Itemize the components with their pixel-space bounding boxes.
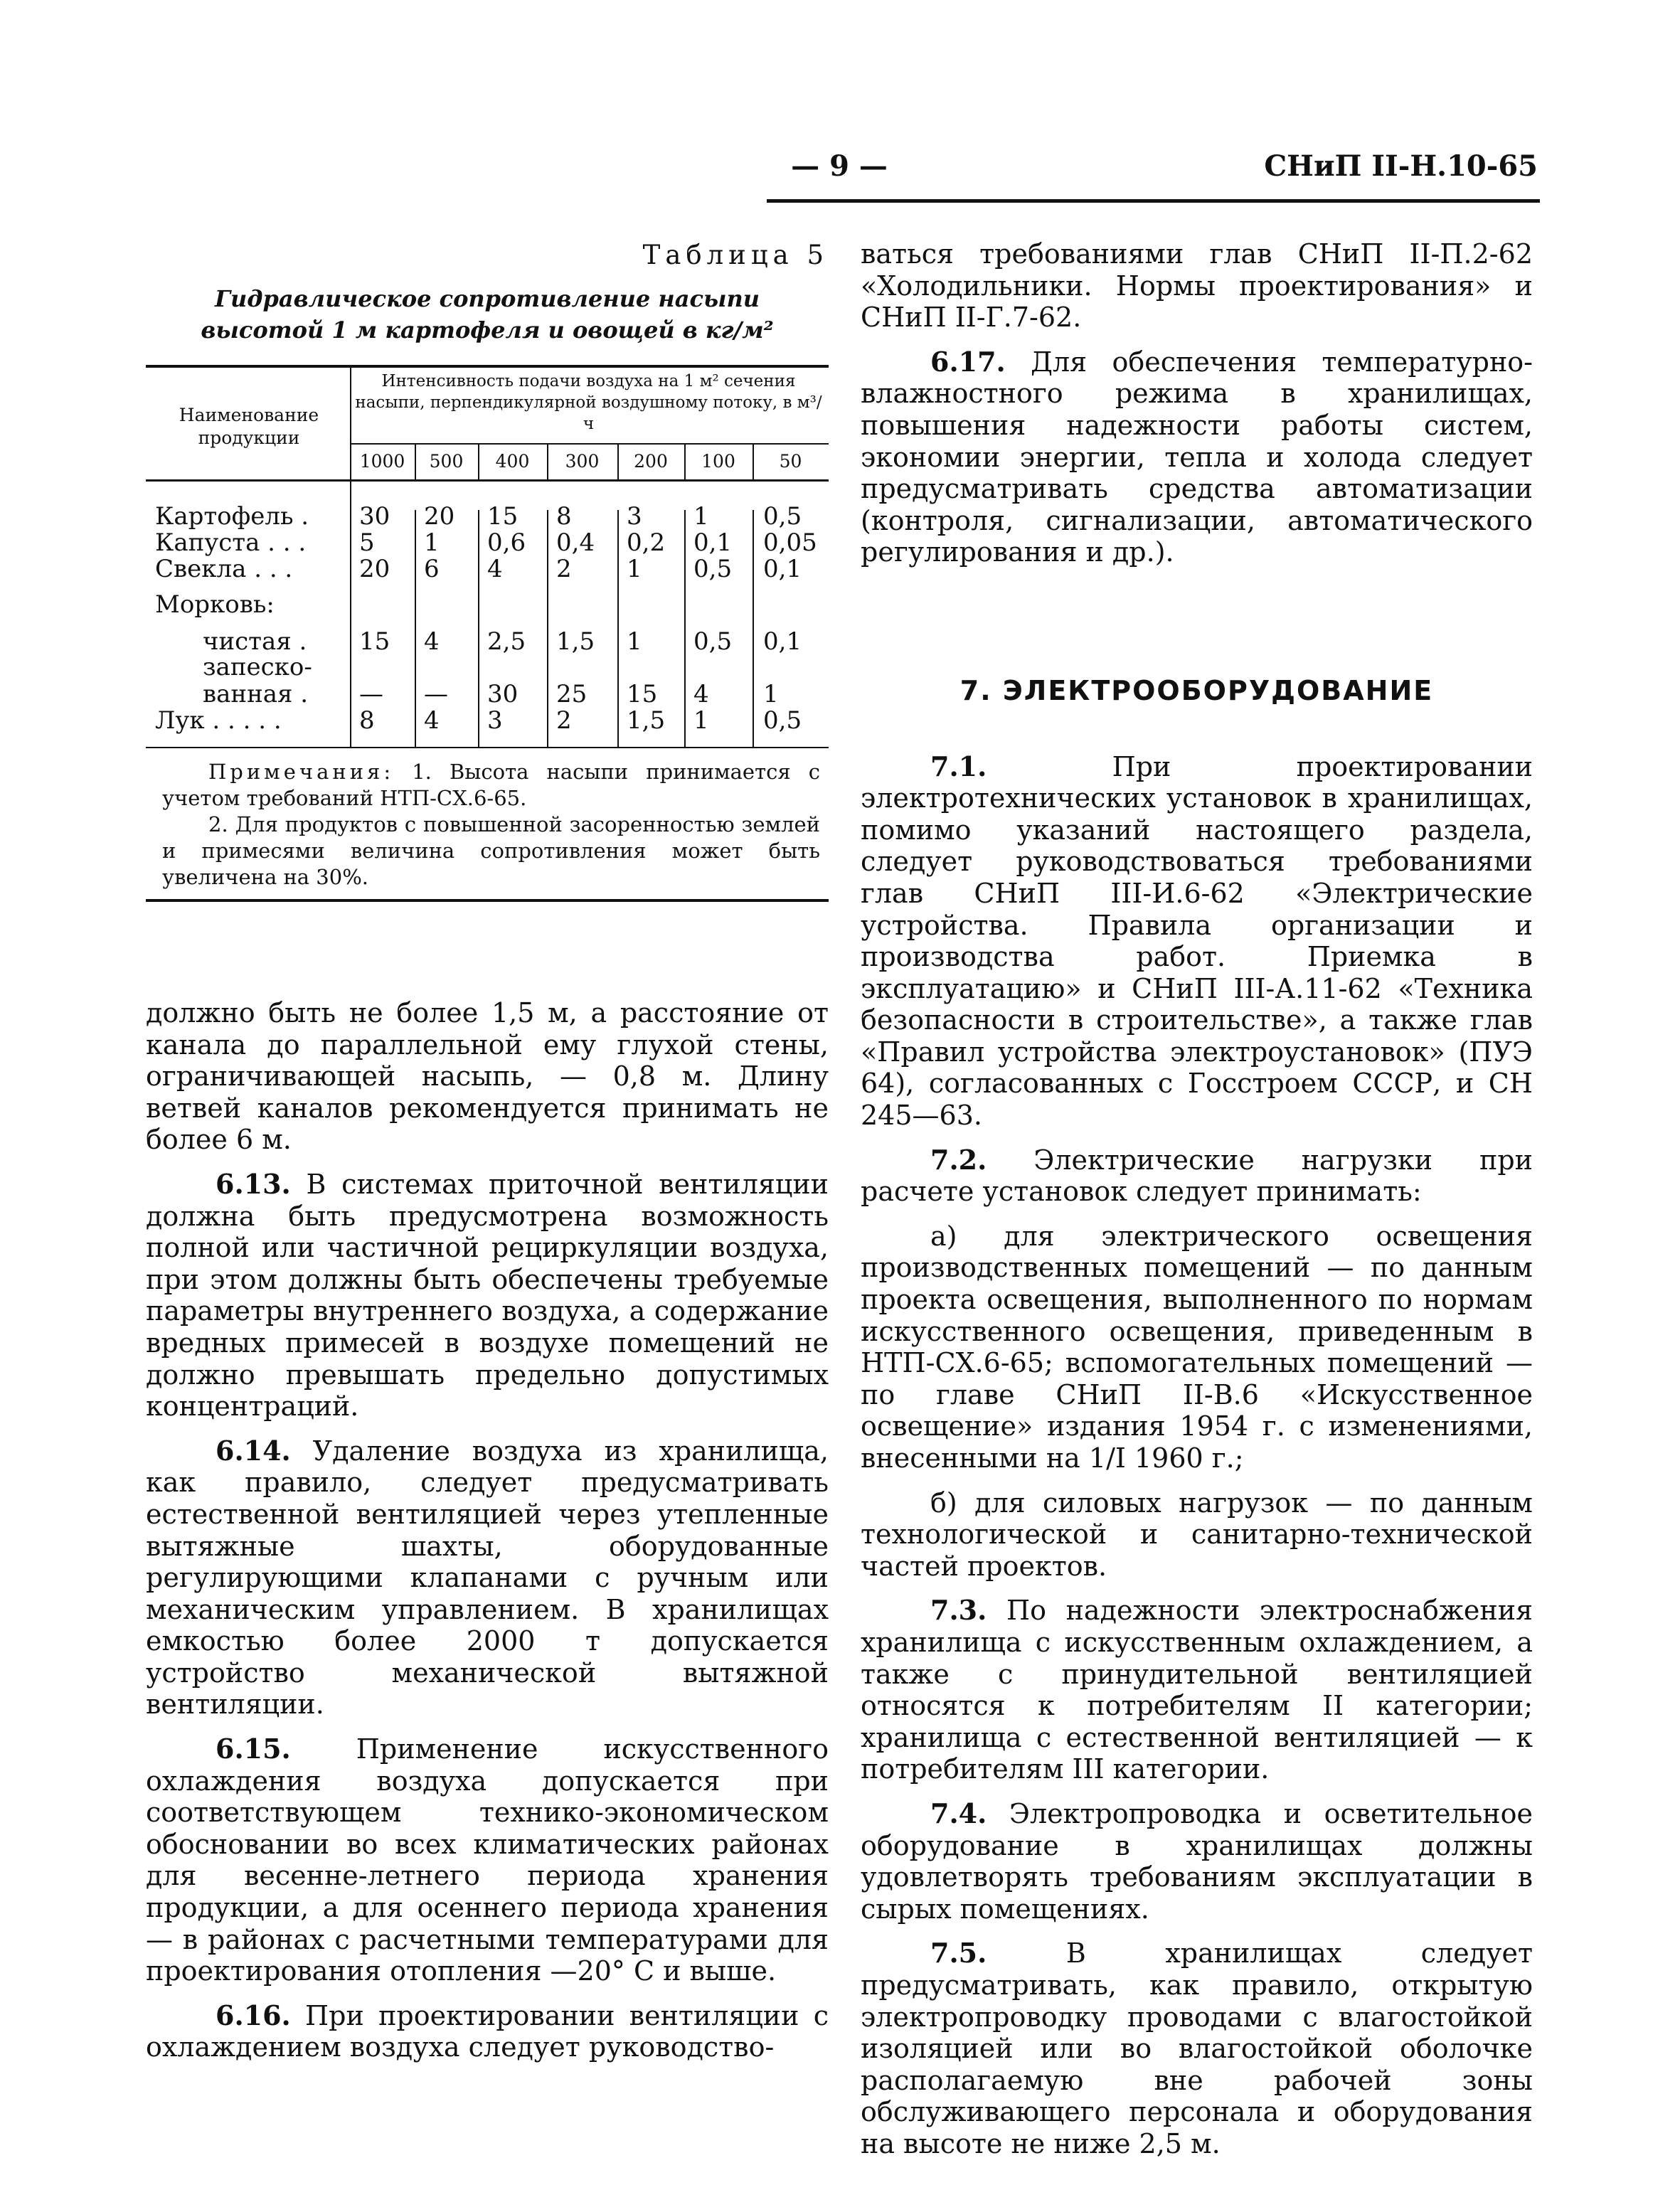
paragraph-7-1 — [861, 751, 1533, 1132]
table-notes — [162, 759, 820, 891]
clause-text: Применение искусственного охлаждения воздуха допускается при соответствующем технико-экономическом обосновании во всех климатических районах для весенне-летнего периода хранения продукции, а для осеннего периода хранения — в районах с расчетными температурами для проектирования отопления —20° С и выше. — [146, 1733, 829, 1987]
paragraph-7-3 — [861, 1595, 1533, 1785]
table-cell: 5 — [359, 528, 375, 557]
clause-number: 7.2. — [930, 1143, 987, 1176]
notes-heading: Примечания: — [208, 760, 395, 784]
page-number: — 9 — — [791, 149, 888, 183]
paragraph-6-17 — [861, 346, 1533, 568]
table-cell: 1 — [627, 627, 642, 656]
table-cell: 8 — [556, 502, 572, 531]
table-cell: 0,6 — [487, 528, 526, 557]
table-vline-d5 — [684, 510, 686, 747]
table-cell: 0,4 — [556, 528, 595, 557]
table-vline-d3 — [547, 510, 548, 747]
table-vline-d1 — [415, 510, 416, 747]
table-cell: 1 — [763, 680, 779, 708]
table-cell: 0,1 — [693, 528, 733, 557]
table-cell: 0,5 — [763, 502, 802, 531]
table-cell: 15 — [627, 680, 658, 708]
table-vline-d4 — [617, 510, 619, 747]
table-col-header: 400 — [495, 451, 530, 472]
clause-text: Электрические нагрузки при расчете установок следует принимать: — [861, 1144, 1533, 1208]
table-cell: 1,5 — [627, 706, 666, 735]
clause-number: 6.17. — [930, 345, 1006, 378]
table-cell: 6 — [424, 555, 440, 583]
table-row-label: чистая . — [203, 627, 307, 656]
table-col-header: 300 — [565, 451, 600, 472]
right-column — [861, 238, 1533, 2159]
paragraph-continued: должно быть не более 1,5 м, а расстояние от канала до параллельной ему глухой стены, ограничивающей насыпь, — 0,8 м. Длину ветвей каналов рекомендуется принимать не более 6 м. — [146, 997, 829, 1156]
table-col-header: 1000 — [359, 451, 405, 472]
table-cell: 2 — [556, 706, 572, 735]
paragraph-6-16 — [146, 2000, 829, 2063]
table-cell: 4 — [424, 706, 440, 735]
table-row-label: ванная . — [203, 680, 309, 708]
table-col-header: 200 — [634, 451, 668, 472]
table-cell: 0,5 — [763, 706, 802, 735]
clause-number: 7.1. — [930, 750, 987, 782]
table-header-name: Наименование продукции — [179, 405, 319, 448]
table-cell: 25 — [556, 680, 588, 708]
clause-number: 6.14. — [216, 1434, 291, 1467]
table-header-intensity: Интенсивность подачи воздуха на 1 м² сечения насыпи, перпендикулярной воздушному потоку, в м³/ч — [355, 372, 822, 433]
clause-number: 6.13. — [216, 1167, 291, 1200]
table-row-label: Лук . . . . . — [155, 706, 282, 735]
table-cell: 20 — [424, 502, 455, 531]
clause-text: В хранилищах следует предусматривать, как правило, открытую электропроводку проводами с влагостойкой изоляцией или во влагостойкой оболочке располагаемую вне рабочей зоны обслуживающего персонала и оборудования на высоте не ниже 2,5 м. — [861, 1937, 1533, 2159]
clause-text: При проектировании вентиляции с охлаждением воздуха следует руководство- — [146, 1999, 829, 2063]
clause-text: Удаление воздуха из хранилища, как правило, следует предусматривать естественной вентиляцией через утепленные вытяжные шахты, оборудованные регулирующими клапанами с ручным или механическим управлением. В хранилищах емкостью более 2000 т допускается устройство механической вытяжной вентиляции. — [146, 1435, 829, 1721]
table-cell: 15 — [487, 502, 519, 531]
table-title-line-2: высотой 1 м картофеля и овощей в кг/м² — [201, 317, 774, 344]
clause-number: 7.3. — [930, 1594, 987, 1627]
paragraph-7-2 — [861, 1144, 1533, 1208]
table-col-header: 500 — [429, 451, 464, 472]
table-cell: 3 — [487, 706, 503, 735]
table-cell: 2,5 — [487, 627, 526, 656]
table-col-header: 50 — [779, 451, 802, 472]
table-cell: 20 — [359, 555, 390, 583]
table-cell: 4 — [424, 627, 440, 656]
paragraph-7-2-b: б) для силовых нагрузок — по данным технологической и санитарно-технической частей проектов. — [861, 1487, 1533, 1582]
table-title — [146, 283, 829, 346]
table-cell: 0,5 — [693, 627, 733, 656]
table-vline-d2 — [478, 510, 479, 747]
table-cell: 30 — [487, 680, 519, 708]
table-row-label: Капуста . . . — [155, 528, 307, 557]
paragraph-6-14 — [146, 1435, 829, 1721]
clause-text: При проектировании электротехнических установок в хранилищах, помимо указаний настоящего раздела, следует руководствоваться требованиями глав СНиП III-И.6-62 «Электрические устройства. Правила организации и производства работ. Приемка в эксплуатацию» и СНиП III-А.11-62 «Техника безопасности в строительстве», а также глав «Правил устройства электроустановок» (ПУЭ 64), согласованных с Госстроем СССР, и СН 245—63. — [861, 750, 1533, 1132]
table-caption: Таблица 5 — [642, 240, 829, 270]
table-cell: 1,5 — [556, 627, 595, 656]
table-vline-name — [350, 368, 351, 747]
table-cell: 30 — [359, 502, 390, 531]
table-row-label: запеско- — [203, 653, 312, 681]
table-cell: 0,2 — [627, 528, 666, 557]
left-column — [146, 997, 829, 2063]
paragraph-7-4 — [861, 1798, 1533, 1925]
clause-text: В системах приточной вентиляции должна быть предусмотрена возможность полной или частичной рециркуляции воздуха, при этом должны быть обеспечены требуемые параметры внутреннего воздуха, а содержание вредных примесей в воздухе помещений не должно превышать предельно допустимых концентраций. — [146, 1168, 829, 1423]
clause-text: По надежности электроснабжения хранилища с искусственным охлаждением, а также с принудительной вентиляцией относятся к потребителям II категории; хранилища с естественной вентиляцией — к потребителям III категории. — [861, 1595, 1533, 1785]
table-cell: 0,1 — [763, 627, 802, 656]
clause-number: 6.15. — [216, 1733, 291, 1765]
note-1-text: 1. Высота насыпи принимается с учетом требований НТП-СХ.6-65. — [162, 760, 821, 810]
table-row-label: Картофель . — [155, 502, 309, 531]
table-hline-intensity — [350, 443, 829, 445]
table-cell: 8 — [359, 706, 375, 735]
paragraph-6-13 — [146, 1169, 829, 1423]
table-row-label: Свекла . . . — [155, 555, 293, 583]
table-note-1 — [162, 759, 820, 812]
table-title-line-1: Гидравлическое сопротивление насыпи — [214, 285, 760, 312]
paragraph-7-2-a: а) для электрического освещения производственных помещений — по данным проекта освещения, выполненного по нормам искусственного освещения, приведенным в НТП-СХ.6-65; вспомогательных помещений — по главе СНиП II-В.6 «Искусственное освещение» издания 1954 г. с изменениями, внесенными на 1/I 1960 г.; — [861, 1220, 1533, 1474]
table-cell: 0,5 — [693, 555, 733, 583]
clause-number: 7.4. — [930, 1797, 987, 1829]
table-cell: 0,1 — [763, 555, 802, 583]
clause-text: Для обеспечения температурно-влажностного режима в хранилищах, повышения надежности работы систем, экономии энергии, тепла и холода следует предусматривать средства автоматизации (контроля, сигнализации, автоматического регулирования и др.). — [861, 346, 1533, 568]
table-vline-d6 — [753, 510, 754, 747]
paragraph-6-16-continued: ваться требованиями глав СНиП II-П.2-62 «Холодильники. Нормы проектирования» и СНиП II-Г.7-62. — [861, 238, 1533, 334]
document-code: СНиП II-Н.10-65 — [1264, 149, 1538, 183]
table-cell: 1 — [693, 706, 709, 735]
table-hline-notes — [146, 747, 829, 748]
header-rule — [767, 199, 1540, 203]
table-cell: 0,05 — [763, 528, 817, 557]
table-cell: 1 — [627, 555, 642, 583]
section-title: 7. ЭЛЕКТРООБОРУДОВАНИЕ — [959, 674, 1434, 706]
clause-number: 7.5. — [930, 1937, 987, 1969]
table-cell: 3 — [627, 502, 642, 531]
table-note-2: 2. Для продуктов с повышенной засоренностью землей и примесями величина сопротивления может быть увеличена на 30%. — [162, 812, 820, 889]
table-row-label: Морковь: — [155, 590, 275, 619]
table-cell: — — [359, 680, 383, 708]
table-cell: 15 — [359, 627, 390, 656]
table-cell: 1 — [693, 502, 709, 531]
table-hline-header — [146, 479, 829, 482]
clause-text: Электропроводка и осветительное оборудование в хранилищах должны удовлетворять требованиям эксплуатации в сырых помещениях. — [861, 1797, 1533, 1925]
table-cell: 1 — [424, 528, 440, 557]
paragraph-6-15 — [146, 1733, 829, 1987]
table-cell: 2 — [556, 555, 572, 583]
table-cell: 4 — [487, 555, 503, 583]
table-cell: 4 — [693, 680, 709, 708]
clause-number: 6.16. — [216, 1999, 291, 2031]
paragraph-7-5 — [861, 1937, 1533, 2159]
table-col-header: 100 — [701, 451, 735, 472]
table-cell: — — [424, 680, 448, 708]
